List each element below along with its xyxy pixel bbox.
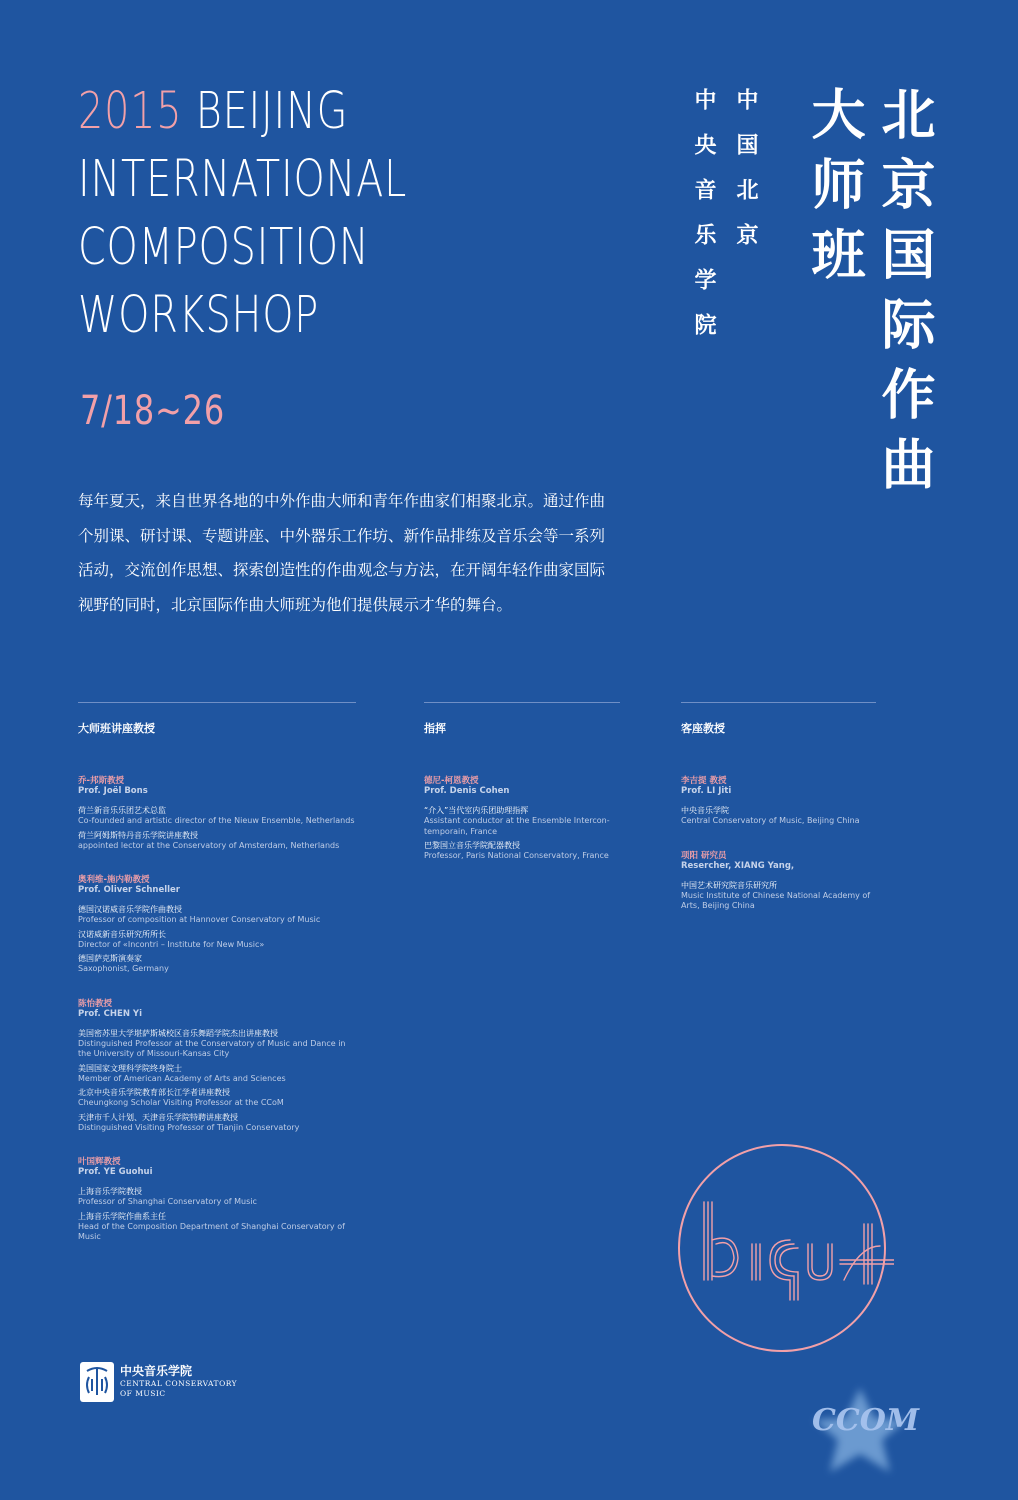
professor-en-name: Prof. Oliver Schneller: [78, 885, 181, 895]
column-heading: 大师班讲座教授: [78, 722, 155, 735]
professor-role: [78, 806, 356, 827]
role-zh: 汉诺威新音乐研究所所长: [78, 929, 166, 939]
role-en: Saxophonist, Germany: [78, 964, 169, 973]
role-zh: 德国汉诺威音乐学院作曲教授: [78, 905, 182, 914]
professor-entry: [681, 776, 876, 827]
professor-role: [78, 905, 356, 926]
professor-entry: [78, 1157, 356, 1243]
column-divider: [78, 702, 356, 703]
title-year: 2015: [78, 82, 183, 141]
role-en: Professor of composition at Hannover Conservatory of Music: [78, 915, 321, 924]
ccom-logo-text: [120, 1363, 238, 1399]
role-en: Cheungkong Scholar Visiting Professor at the CCoM: [78, 1098, 284, 1107]
role-zh: 德国萨克斯演奏家: [78, 954, 142, 963]
role-zh: 上海音乐学院作曲系主任: [78, 1211, 166, 1221]
vertical-title-2: 大师班: [803, 86, 866, 296]
professor-zh-name: 项阳 研究员: [681, 850, 727, 861]
ccom-watermark: [800, 1380, 970, 1490]
professor-zh-name: 奥利维-施内勒教授: [78, 875, 150, 885]
title-line3: COMPOSITION: [78, 218, 370, 277]
professor-role: [78, 831, 356, 852]
professor-zh-name: 陈怡教授: [78, 998, 113, 1009]
professor-entry: [424, 776, 620, 862]
role-en: Music Institute of Chinese National Academy of Arts, Beijing China: [681, 890, 871, 910]
professor-entry: [78, 776, 356, 851]
column-conductor: [424, 702, 620, 886]
professor-role: [78, 930, 356, 951]
professor-role: [681, 806, 876, 827]
role-zh: “介入”当代室内乐团助理指挥: [424, 806, 529, 815]
professor-role: [681, 881, 876, 912]
role-en: Co-founded and artistic director of the Nieuw Ensemble, Netherlands: [78, 816, 355, 825]
professor-zh-name: 乔-邦斯教授: [78, 776, 125, 786]
ccom-logo-icon: [80, 1362, 114, 1402]
role-zh: 中央音乐学院: [681, 806, 729, 815]
role-zh: 荷兰新音乐乐团艺术总监: [78, 806, 166, 815]
vertical-title-1: 北京国际作曲: [873, 86, 936, 506]
professor-zh-name: 德尼-柯恩教授: [424, 776, 479, 786]
column-divider: [424, 702, 620, 703]
role-zh: 北京中央音乐学院教育部长江学者讲座教授: [78, 1088, 230, 1097]
title-line2: INTERNATIONAL: [78, 150, 408, 209]
role-en: Central Conservatory of Music, Beijing China: [681, 816, 860, 825]
role-en: Head of the Composition Department of Shanghai Conservatory of Music: [78, 1221, 345, 1241]
professor-entry: [681, 851, 876, 912]
professor-en-name: Prof. LI Jiti: [681, 786, 732, 796]
professor-en-name: Resercher, XIANG Yang,: [681, 860, 795, 871]
professor-role: [78, 1088, 356, 1109]
professor-role: [78, 1187, 356, 1208]
professor-en-name: Prof. CHEN Yi: [78, 1008, 142, 1019]
workshop-dates: 7/18~26: [80, 388, 225, 434]
professor-role: [78, 1113, 356, 1134]
professor-role: [78, 1029, 356, 1060]
role-en: Professor, Paris National Conservatory, France: [424, 851, 609, 860]
title-line4: WORKSHOP: [78, 286, 320, 345]
role-zh: 美国密苏里大学堪萨斯城校区音乐舞蹈学院杰出讲座教授: [78, 1028, 278, 1038]
professor-en-name: Prof. Denis Cohen: [424, 786, 510, 796]
title-line1: BEIJING: [182, 82, 349, 141]
column-heading: 指挥: [424, 722, 446, 735]
professor-zh-name: 叶国辉教授: [78, 1157, 121, 1167]
role-en: Member of American Academy of Arts and Sciences: [78, 1073, 286, 1083]
column-divider: [681, 702, 876, 703]
professor-entry: [78, 875, 356, 975]
professor-en-name: Prof. Joël Bons: [78, 786, 148, 796]
professor-entry: [78, 999, 356, 1134]
logo-en-line1: CENTRAL CONSERVATORY: [120, 1378, 238, 1388]
logo-zh: 中央音乐学院: [120, 1363, 193, 1378]
logo-en-line2: OF MUSIC: [120, 1388, 166, 1398]
vertical-location: 中国北京: [733, 88, 758, 268]
watermark-text: CCOM: [812, 1403, 920, 1438]
role-en: Assistant conductor at the Ensemble Intercon-temporain, France: [424, 816, 610, 836]
column-heading: 客座教授: [681, 722, 725, 735]
role-en: Professor of Shanghai Conservatory of Music: [78, 1197, 257, 1206]
column-masterclass-lecturers: [78, 702, 356, 1267]
role-en: Distinguished Professor at the Conservatory of Music and Dance in the University of Missouri-Kansas City: [78, 1038, 346, 1058]
intro-paragraph: 每年夏天，来自世界各地的中外作曲大师和青年作曲家们相聚北京。通过作曲个别课、研讨课、专题讲座、中外器乐工作坊、新作品排练及音乐会等一系列活动，交流创作思想、探索创造性的作曲观念与方法，在开阔年轻作曲家国际视野的同时，北京国际作曲大师班为他们提供展示才华的舞台。: [78, 492, 606, 614]
role-en: Director of «Incontri – Institute for New Music»: [78, 939, 265, 949]
role-zh: 天津市千人计划、天津音乐学院特聘讲座教授: [78, 1112, 238, 1122]
role-en: Distinguished Visiting Professor of Tianjin Conservatory: [78, 1122, 300, 1132]
professor-role: [424, 806, 620, 837]
professor-zh-name: 李吉提 教授: [681, 776, 727, 786]
role-zh: 美国国家文理科学院终身院士: [78, 1063, 182, 1073]
professor-role: [78, 1212, 356, 1243]
ccom-logo: [80, 1362, 237, 1402]
role-en: appointed lector at the Conservatory of Amsterdam, Netherlands: [78, 840, 340, 850]
role-zh: 中国艺术研究院音乐研究所: [681, 880, 777, 890]
professor-role: [78, 954, 356, 975]
professor-en-name: Prof. YE Guohui: [78, 1167, 153, 1177]
professor-role: [424, 841, 620, 862]
workshop-emblem-icon: [674, 1140, 894, 1360]
role-zh: 上海音乐学院教授: [78, 1187, 142, 1196]
professor-role: [78, 1064, 356, 1085]
role-zh: 荷兰阿姆斯特丹音乐学院讲座教授: [78, 830, 198, 840]
column-visiting-professors: [681, 702, 876, 936]
workshop-title: [78, 78, 500, 350]
vertical-host: 中央音乐学院: [691, 88, 716, 358]
role-zh: 巴黎国立音乐学院配器教授: [424, 841, 520, 850]
